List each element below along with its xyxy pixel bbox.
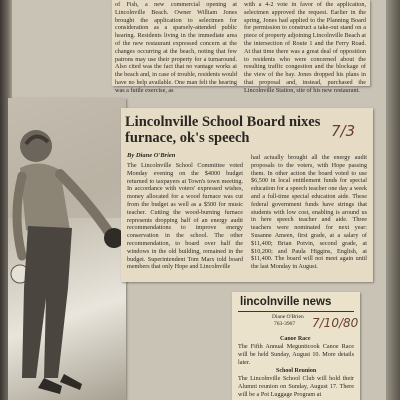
masthead-rule (238, 311, 354, 312)
lincolnville-news-clipping (232, 292, 360, 400)
article-left-column: The Lincolnville School Committee voted Monday evening on the $4000 budget returned to taxpayers at Town's town meeting. In accordance with voters' expressed wishes, money allocated for a wood furnace was cut from the budget as well as a $500 for music teacher. Cutting the wood-burning furnace represents dropping half of an energy audit recommendations to improve energy conservation in the school. The other recommendation, to board over half the windows in the old building, remained in the budget. Superintendent Tom Marx told board members that only Hope and Lincolnville (127, 162, 243, 271)
top-clipping-left-column: of Fish, a new commercial opening at Lincolnville Beach. Owner William Jones brought the application to selectmen for consideration as a sparsely-attended public hearing. Residents living in the immediate area of the new restaurant expressed concern at the changes occurring at the beach, noting that few patrons may use their property for a turnaround. Also cited was the fact that no vantage works at the beach and, in case of trouble, residents would have no help available. One man felt the hearing was a futile exercise, as (115, 1, 237, 94)
subhead-school-reunion: School Reunion (276, 368, 317, 374)
news-phone: 763-3967 (274, 321, 296, 327)
article-byline: By Diane O'Brien (127, 152, 176, 159)
article-headline: Lincolnville School Board nixes furnace, ok's speech (125, 114, 321, 146)
news-handwritten-date: 7/10/80 (312, 316, 359, 330)
article-right-column: had actually brought all the energy audit proposals to the voters, with Hope passing them. In other action the board voted to use $6,500 in local entitlement funds for special education for a speech teacher one day a week and a full-time special education aide. These federal government funds have strings that students with low cost, enabling is around us in here speech teacher and aide. Three teachers were nominated for next year: Susanne Ameen, first grade, at a salary of $11,400; Brian Potvin, second grade, at $10,200; and Paula Higgins, English, at $11,400. The board will not meet again until the last Monday in August. (251, 154, 367, 271)
school-reunion-text: The Lincolnville School Club will hold their Alumni reunion on Sunday, August 17. There will be a Pot Luggage Program at (238, 375, 354, 398)
main-article (121, 108, 373, 282)
canoe-race-text: The Fifth Annual Megunticook Canoe Race will be held Sunday, August 10. More details later. (238, 343, 354, 366)
top-clipping-right-column: with a 4-2 vote in favor of the application, selectmen approved the request. Earlier in the spring, Jones had applied to the Planning Board for permission to construct a take-out stand on a piece of property adjoining Lincolnville Beach at the intersection of Route 1 and the Ferry Road. At that time there was a great deal of opposition to residents who were concerned about the resulting traffic congestion and the blockage of the view of the bay. Jones dropped his plans in that proposal and, instead, purchased the Lincolnville Station, site of his new restaurant. (244, 1, 366, 94)
subhead-canoe-race: Canoe Race (280, 336, 311, 342)
bowler-figure-image (8, 98, 126, 400)
page-edge-shadow (386, 0, 400, 400)
handwritten-date: 7/3 (331, 122, 356, 140)
top-clipping (112, 0, 370, 94)
news-correspondent: Diane O'Brien (272, 314, 304, 320)
news-masthead: lincolnville news (240, 296, 332, 308)
photo-bowler (8, 98, 126, 400)
